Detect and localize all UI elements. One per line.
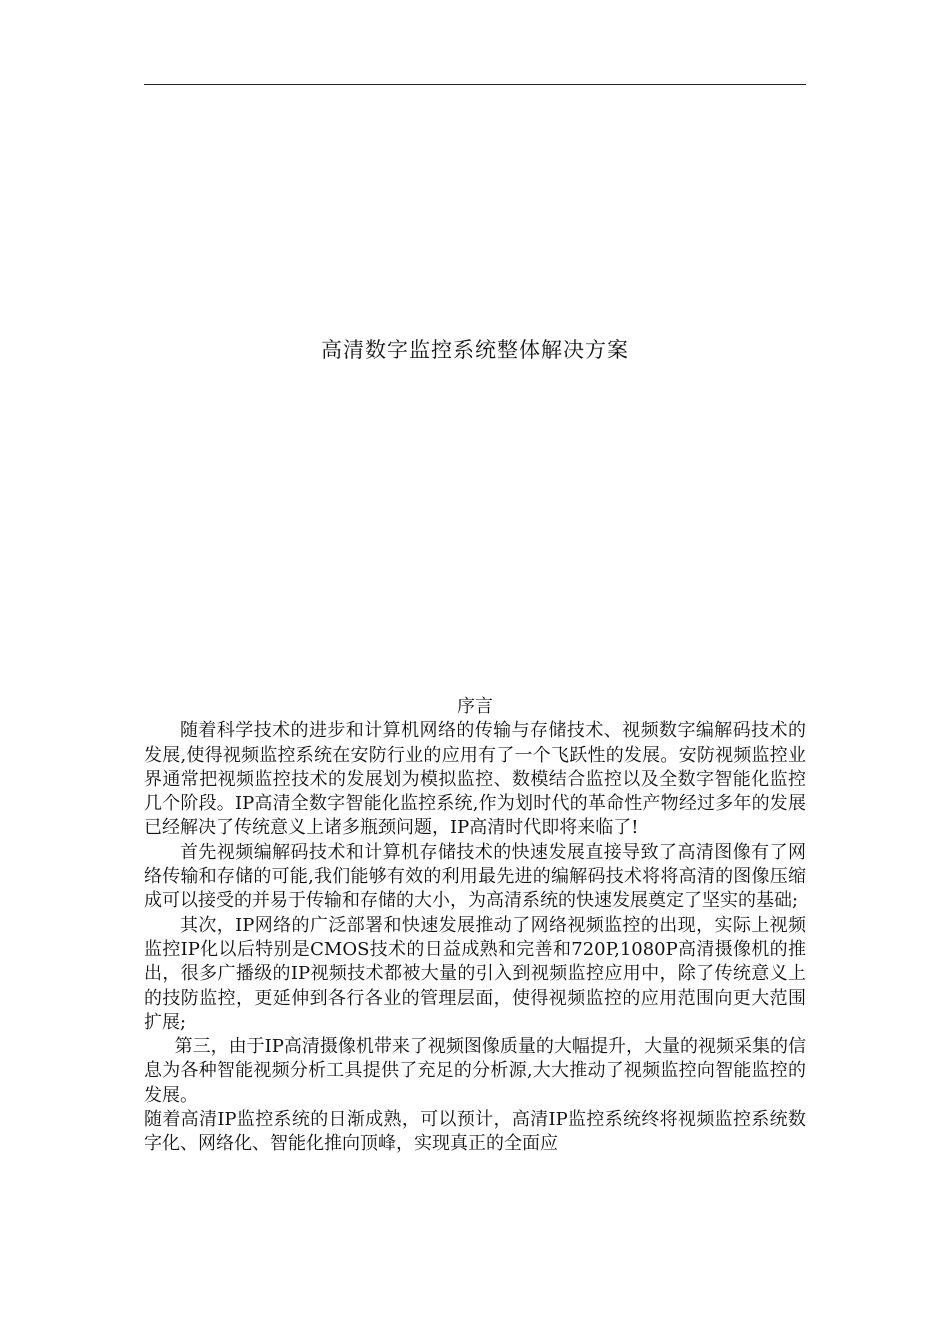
preface-section — [144, 695, 806, 1157]
preface-paragraph-5: 随着高清IP监控系统的日渐成熟，可以预计，高清IP监控系统终将视频监控系统数字化、网络化、智能化推向顶峰，实现真正的全面应 — [144, 1109, 806, 1155]
preface-paragraph-1: 随着科学技术的进步和计算机网络的传输与存储技术、视频数字编解码技术的发展,使得视频监控系统在安防行业的应用有了一个飞跃性的发展。安防视频监控业界通常把视频监控技术的发展划为模拟监控、数模结合监控以及全数字智能化监控几个阶段。IP高清全数字智能化监控系统,作为划时代的革命性产物经过多年的发展已经解决了传统意义上诸多瓶颈问题，IP高清时代即将来临了! — [144, 720, 806, 839]
preface-heading: 序言 — [457, 696, 493, 717]
preface-paragraph-2: 首先视频编解码技术和计算机存储技术的快速发展直接导致了高清图像有了网络传输和存储的可能,我们能够有效的利用最先进的编解码技术将将高清的图像压缩成可以接受的并易于传输和存储的大小，为高清系统的快速发展奠定了坚实的基础; — [144, 841, 806, 912]
header-rule — [144, 84, 806, 85]
document-title: 高清数字监控系统整体解决方案 — [321, 338, 629, 362]
preface-paragraph-4: 第三，由于IP高清摄像机带来了视频图像质量的大幅提升，大量的视频采集的信息为各种智能视频分析工具提供了充足的分析源,大大推动了视频监控向智能监控的发展。 — [144, 1036, 806, 1106]
preface-paragraph-3: 其次，IP网络的广泛部署和快速发展推动了网络视频监控的出现，实际上视频监控IP化以后特别是CMOS技术的日益成熟和完善和720P,1080P高清摄像机的推出，很多广播级的IP视频技术都被大量的引入到视频监控应用中，除了传统意义上的技防监控，更延伸到各行各业的管理层面，使得视频监控的应用范围向更大范围扩展; — [144, 914, 806, 1033]
